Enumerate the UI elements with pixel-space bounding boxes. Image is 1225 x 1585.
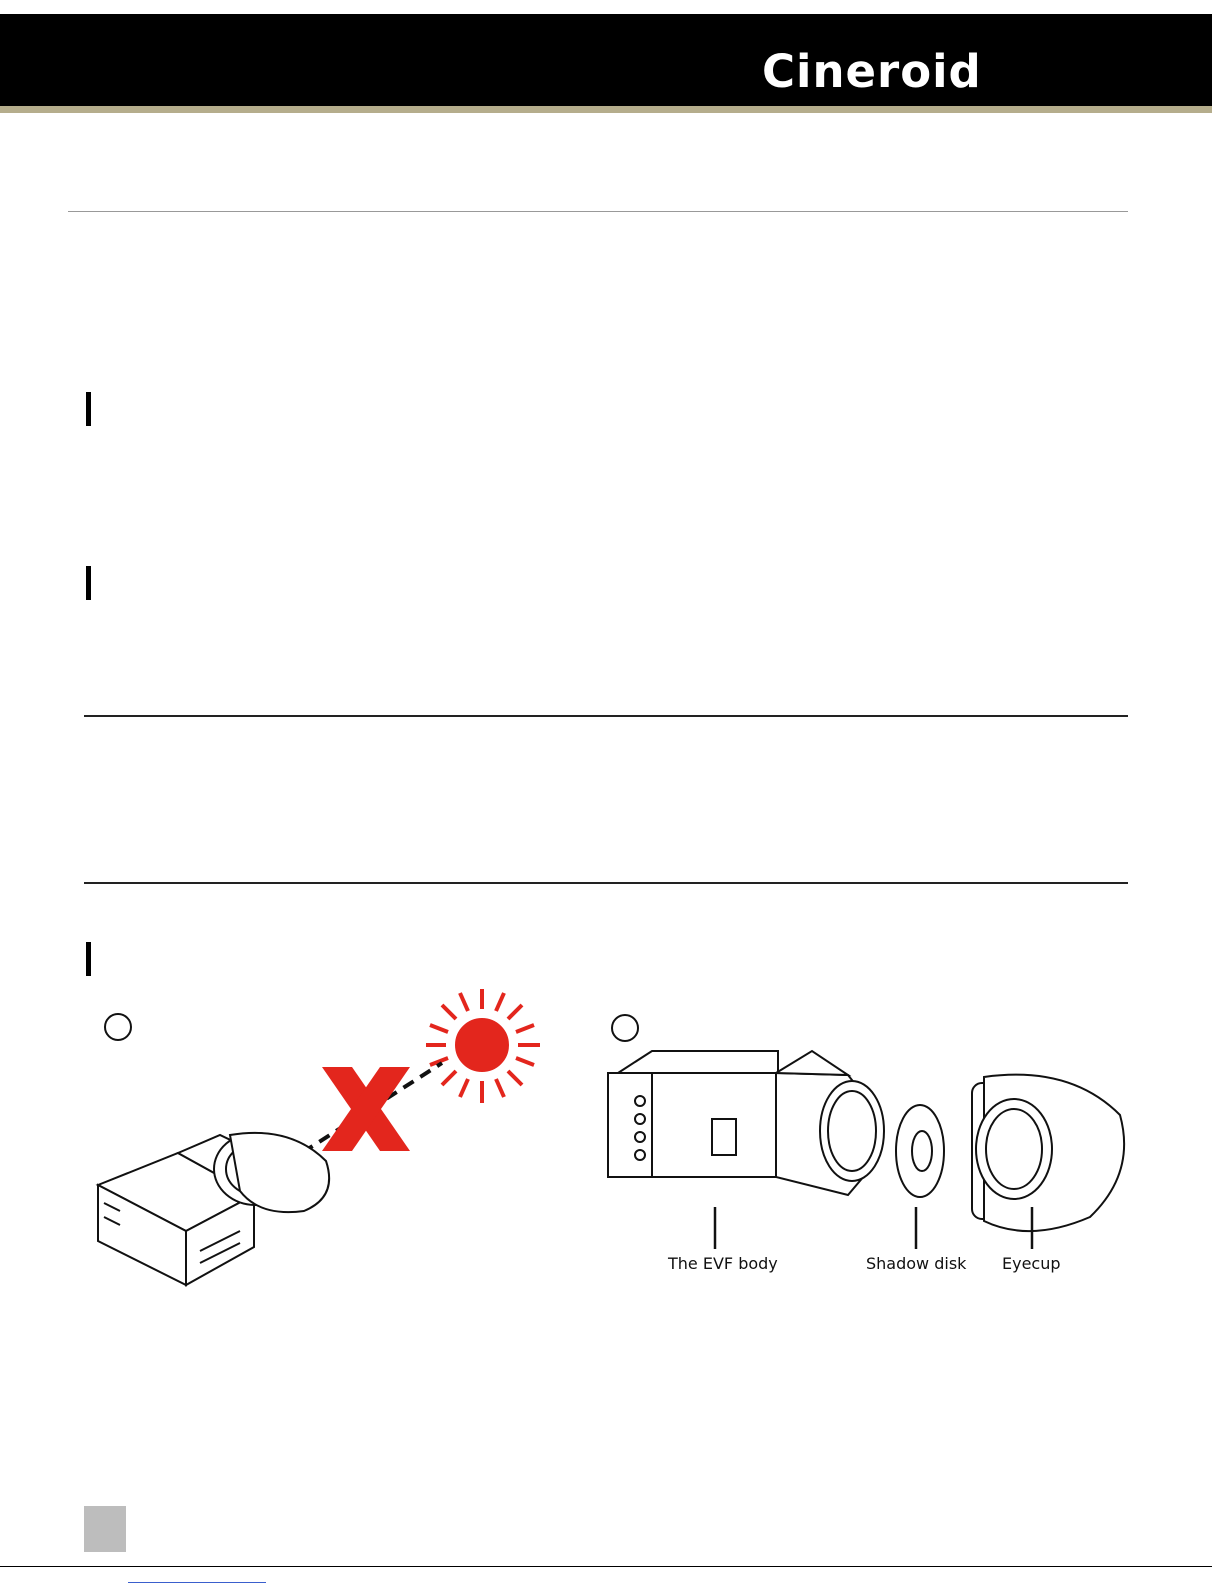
top-divider <box>68 211 1128 212</box>
footer-link-underline[interactable] <box>128 1582 266 1583</box>
page-header <box>0 14 1212 106</box>
note-box-bottom-rule <box>84 882 1128 884</box>
figure-sun-warning <box>90 985 560 1295</box>
forbidden-x-icon <box>322 1067 410 1151</box>
sun-icon <box>426 989 540 1103</box>
figure-1-marker <box>105 1014 131 1040</box>
shadow-disk-illustration <box>896 1105 944 1197</box>
section-marker-3 <box>86 942 91 976</box>
section-marker-1 <box>86 392 91 426</box>
eyecup-illustration <box>972 1075 1124 1231</box>
figure-exploded-view <box>600 995 1130 1285</box>
label-eyecup: Eyecup <box>1002 1254 1061 1273</box>
section-marker-2 <box>86 566 91 600</box>
note-box-top-rule <box>84 715 1128 717</box>
label-shadow-disk: Shadow disk <box>866 1254 967 1273</box>
header-stripe <box>0 106 1212 113</box>
evf-body-illustration <box>608 1051 884 1195</box>
footer-rule <box>0 1566 1212 1567</box>
label-evf-body: The EVF body <box>668 1254 778 1273</box>
evf-device-angled <box>98 1133 329 1285</box>
brand-logo: Cineroid <box>762 45 982 98</box>
page-number-box <box>84 1506 126 1552</box>
figure-2-marker <box>612 1015 638 1041</box>
